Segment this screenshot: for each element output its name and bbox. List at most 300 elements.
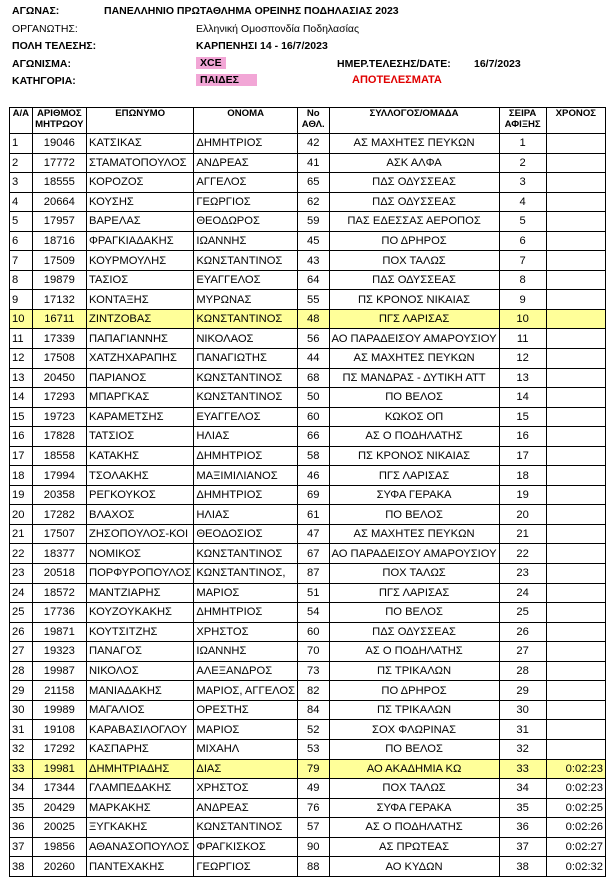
row-eponymo: ΤΑΤΣΙΟΣ: [87, 427, 194, 447]
row-mitroou: 17339: [32, 329, 86, 349]
row-aa: 8: [10, 270, 33, 290]
row-syllogos: ΑΣ Ο ΠΟΔΗΛΑΤΗΣ: [329, 642, 499, 662]
row-eponymo: ΣΤΑΜΑΤΟΠΟΥΛΟΣ: [87, 153, 194, 173]
row-seira: 9: [499, 290, 546, 310]
row-xronos: [546, 622, 605, 642]
row-syllogos: ΠΣ ΤΡΙΚΑΛΩΝ: [329, 700, 499, 720]
row-mitroou: 16711: [32, 309, 86, 329]
row-aa: 21: [10, 524, 33, 544]
row-seira: 24: [499, 583, 546, 603]
row-onoma: ΕΥΑΓΓΕΛΟΣ: [194, 270, 298, 290]
row-seira: 27: [499, 642, 546, 662]
row-xronos: [546, 564, 605, 584]
row-onoma: ΓΕΩΡΓΙΟΣ: [194, 857, 298, 877]
table-row: [10, 603, 606, 623]
row-xronos: [546, 368, 605, 388]
row-no: 73: [298, 661, 330, 681]
row-aa: 15: [10, 407, 33, 427]
row-onoma: ΧΡΗΣΤΟΣ: [194, 622, 298, 642]
row-syllogos: ΑΟ ΠΑΡΑΔΕΙΣΟΥ ΑΜΑΡΟΥΣΙΟΥ: [329, 544, 499, 564]
row-eponymo: ΜΑΓΑΛΙΟΣ: [87, 700, 194, 720]
row-aa: 28: [10, 661, 33, 681]
row-aa: 22: [10, 544, 33, 564]
row-eponymo: ΚΑΤΑΚΗΣ: [87, 446, 194, 466]
row-aa: 10: [10, 309, 33, 329]
table-row: [10, 309, 606, 329]
row-onoma: ΘΕΟΔΟΣΙΟΣ: [194, 524, 298, 544]
row-eponymo: ΜΑΝΤΖΙΑΡΗΣ: [87, 583, 194, 603]
row-syllogos: ΑΣ ΜΑΧΗΤΕΣ ΠΕΥΚΩΝ: [329, 349, 499, 369]
row-xronos: [546, 251, 605, 271]
poli-label: ΠΟΛΗ ΤΕΛΕΣΗΣ:: [12, 40, 97, 52]
row-mitroou: 17282: [32, 505, 86, 525]
row-mitroou: 19871: [32, 622, 86, 642]
row-seira: 33: [499, 759, 546, 779]
row-mitroou: 17994: [32, 466, 86, 486]
row-xronos: [546, 544, 605, 564]
table-row: [10, 134, 606, 154]
col-header-mitroou: ΑΡΙΘΜΟΣ ΜΗΤΡΩΟΥ: [32, 108, 86, 134]
row-mitroou: 17508: [32, 349, 86, 369]
row-onoma: ΙΩΑΝΝΗΣ: [194, 231, 298, 251]
row-aa: 19: [10, 485, 33, 505]
row-xronos: [546, 466, 605, 486]
row-seira: 11: [499, 329, 546, 349]
row-xronos: [546, 642, 605, 662]
table-row: [10, 759, 606, 779]
row-aa: 4: [10, 192, 33, 212]
row-syllogos: ΠΣ ΚΡΟΝΟΣ ΝΙΚΑΙΑΣ: [329, 290, 499, 310]
row-eponymo: ΜΑΡΚΑΚΗΣ: [87, 798, 194, 818]
row-eponymo: ΚΟΡΟΖΟΣ: [87, 173, 194, 193]
row-no: 59: [298, 212, 330, 232]
row-aa: 20: [10, 505, 33, 525]
row-eponymo: ΔΗΜΗΤΡΙΑΔΗΣ: [87, 759, 194, 779]
row-seira: 36: [499, 818, 546, 838]
row-eponymo: ΖΗΣΟΠΟΥΛΟΣ-ΚΟΙ: [87, 524, 194, 544]
row-xronos: [546, 153, 605, 173]
row-seira: 34: [499, 779, 546, 799]
row-eponymo: ΚΟΥΖΟΥΚΑΚΗΣ: [87, 603, 194, 623]
table-row: [10, 192, 606, 212]
row-aa: 9: [10, 290, 33, 310]
table-row: [10, 251, 606, 271]
row-xronos: 0:02:26: [546, 818, 605, 838]
row-no: 47: [298, 524, 330, 544]
agonisma-label: ΑΓΩΝΙΣΜΑ:: [12, 58, 71, 70]
row-xronos: [546, 388, 605, 408]
row-no: 67: [298, 544, 330, 564]
row-onoma: ΔΙΑΣ: [194, 759, 298, 779]
row-onoma: ΜΑΡΙΟΣ: [194, 583, 298, 603]
row-mitroou: 17293: [32, 388, 86, 408]
row-xronos: [546, 603, 605, 623]
row-no: 46: [298, 466, 330, 486]
row-syllogos: ΑΣ Ο ΠΟΔΗΛΑΤΗΣ: [329, 818, 499, 838]
row-no: 45: [298, 231, 330, 251]
col-header-xronos: ΧΡΟΝΟΣ: [546, 108, 605, 134]
row-onoma: ΔΗΜΗΤΡΙΟΣ: [194, 446, 298, 466]
table-row: [10, 153, 606, 173]
row-no: 90: [298, 837, 330, 857]
row-aa: 32: [10, 739, 33, 759]
row-mitroou: 17344: [32, 779, 86, 799]
row-mitroou: 18558: [32, 446, 86, 466]
row-eponymo: ΜΠΑΡΓΚΑΣ: [87, 388, 194, 408]
row-onoma: ΚΩΝΣΤΑΝΤΙΝΟΣ: [194, 309, 298, 329]
table-row: [10, 368, 606, 388]
row-no: 60: [298, 407, 330, 427]
row-syllogos: ΑΣΚ ΑΛΦΑ: [329, 153, 499, 173]
row-eponymo: ΚΑΡΑΒΑΣΙΛΟΓΛΟΥ: [87, 720, 194, 740]
table-row: [10, 837, 606, 857]
row-seira: 38: [499, 857, 546, 877]
row-onoma: ΜΑΡΙΟΣ, ΑΓΓΕΛΟΣ: [194, 681, 298, 701]
row-aa: 38: [10, 857, 33, 877]
row-eponymo: ΚΟΥΤΣΙΤΖΗΣ: [87, 622, 194, 642]
row-onoma: ΦΡΑΓΚΙΣΚΟΣ: [194, 837, 298, 857]
row-onoma: ΚΩΝΣΤΑΝΤΙΝΟΣ: [194, 388, 298, 408]
apotelesmata-title: ΑΠΟΤΕΛΕΣΜΑΤΑ: [352, 74, 442, 86]
row-syllogos: ΠΟ ΒΕΛΟΣ: [329, 603, 499, 623]
row-seira: 26: [499, 622, 546, 642]
row-xronos: [546, 485, 605, 505]
row-mitroou: 19981: [32, 759, 86, 779]
row-aa: 12: [10, 349, 33, 369]
row-syllogos: ΠΣ ΚΡΟΝΟΣ ΝΙΚΑΙΑΣ: [329, 446, 499, 466]
row-mitroou: 20260: [32, 857, 86, 877]
row-no: 52: [298, 720, 330, 740]
row-xronos: 0:02:32: [546, 857, 605, 877]
row-aa: 3: [10, 173, 33, 193]
row-aa: 17: [10, 446, 33, 466]
row-onoma: ΔΗΜΗΤΡΙΟΣ: [194, 134, 298, 154]
row-no: 66: [298, 427, 330, 447]
row-onoma: ΚΩΝΣΤΑΝΤΙΝΟΣ: [194, 251, 298, 271]
organotis-label: ΟΡΓΑΝΩΤΗΣ:: [12, 23, 78, 35]
table-row: [10, 446, 606, 466]
row-syllogos: ΑΟ ΑΚΑΔΗΜΙΑ ΚΩ: [329, 759, 499, 779]
row-eponymo: ΑΘΑΝΑΣΟΠΟΥΛΟΣ: [87, 837, 194, 857]
agonisma-value: [196, 57, 236, 69]
row-aa: 23: [10, 564, 33, 584]
row-xronos: [546, 524, 605, 544]
table-row: [10, 290, 606, 310]
row-eponymo: ΧΑΤΖΗΧΑΡΑΠΗΣ: [87, 349, 194, 369]
table-row: [10, 270, 606, 290]
row-eponymo: ΚΑΤΣΙΚΑΣ: [87, 134, 194, 154]
row-aa: 6: [10, 231, 33, 251]
table-row: [10, 524, 606, 544]
row-xronos: [546, 192, 605, 212]
row-syllogos: ΑΟ ΠΑΡΑΔΕΙΣΟΥ ΑΜΑΡΟΥΣΙΟΥ: [329, 329, 499, 349]
row-mitroou: 20518: [32, 564, 86, 584]
row-aa: 36: [10, 818, 33, 838]
row-no: 88: [298, 857, 330, 877]
row-aa: 2: [10, 153, 33, 173]
row-syllogos: ΠΟ ΒΕΛΟΣ: [329, 388, 499, 408]
row-eponymo: ΚΑΡΑΜΕΤΣΗΣ: [87, 407, 194, 427]
row-onoma: ΜΙΧΑΗΛ: [194, 739, 298, 759]
row-mitroou: 19723: [32, 407, 86, 427]
col-header-eponymo: ΕΠΩΝΥΜΟ: [87, 108, 194, 134]
row-onoma: ΘΕΟΔΩΡΟΣ: [194, 212, 298, 232]
row-onoma: ΚΩΝΣΤΑΝΤΙΝΟΣ,: [194, 564, 298, 584]
row-seira: 7: [499, 251, 546, 271]
row-eponymo: ΚΑΣΠΑΡΗΣ: [87, 739, 194, 759]
row-xronos: [546, 407, 605, 427]
row-no: 50: [298, 388, 330, 408]
row-syllogos: ΑΣ Ο ΠΟΔΗΛΑΤΗΣ: [329, 427, 499, 447]
table-row: [10, 661, 606, 681]
table-row: [10, 466, 606, 486]
row-no: 87: [298, 564, 330, 584]
row-onoma: ΑΛΕΞΑΝΔΡΟΣ: [194, 661, 298, 681]
row-seira: 35: [499, 798, 546, 818]
row-mitroou: 20664: [32, 192, 86, 212]
table-row: [10, 231, 606, 251]
poli-value: ΚΑΡΠΕΝΗΣΙ 14 - 16/7/2023: [196, 40, 328, 52]
row-eponymo: ΚΟΝΤΑΞΗΣ: [87, 290, 194, 310]
row-syllogos: ΠΟΧ ΤΑΛΩΣ: [329, 564, 499, 584]
row-xronos: [546, 309, 605, 329]
row-syllogos: ΑΟ ΚΥΔΩΝ: [329, 857, 499, 877]
row-mitroou: 20025: [32, 818, 86, 838]
row-no: 76: [298, 798, 330, 818]
row-no: 56: [298, 329, 330, 349]
table-row: [10, 212, 606, 232]
row-aa: 25: [10, 603, 33, 623]
row-xronos: [546, 446, 605, 466]
organotis-value: Ελληνική Ομοσπονδία Ποδηλασίας: [196, 23, 360, 35]
row-mitroou: 17957: [32, 212, 86, 232]
katigoria-value-text: ΠΑΙΔΕΣ: [196, 74, 257, 86]
row-onoma: ΚΩΝΣΤΑΝΤΙΝΟΣ: [194, 818, 298, 838]
table-row: [10, 388, 606, 408]
row-eponymo: ΖΙΝΤΖΟΒΑΣ: [87, 309, 194, 329]
row-syllogos: ΠΔΣ ΟΔΥΣΣΕΑΣ: [329, 192, 499, 212]
row-eponymo: ΠΑΡΙΑΝΟΣ: [87, 368, 194, 388]
col-header-no: No ΑΘΛ.: [298, 108, 330, 134]
row-no: 57: [298, 818, 330, 838]
row-mitroou: 20450: [32, 368, 86, 388]
row-mitroou: 18555: [32, 173, 86, 193]
table-row: [10, 798, 606, 818]
table-row: [10, 642, 606, 662]
row-xronos: [546, 583, 605, 603]
row-aa: 26: [10, 622, 33, 642]
row-syllogos: ΠΟΧ ΤΑΛΩΣ: [329, 251, 499, 271]
row-xronos: [546, 720, 605, 740]
row-xronos: [546, 681, 605, 701]
katigoria-label: ΚΑΤΗΓΟΡΙΑ:: [12, 75, 76, 87]
row-no: 84: [298, 700, 330, 720]
row-mitroou: 17509: [32, 251, 86, 271]
row-onoma: ΚΩΝΣΤΑΝΤΙΝΟΣ: [194, 544, 298, 564]
table-row: [10, 739, 606, 759]
row-mitroou: 21158: [32, 681, 86, 701]
row-seira: 17: [499, 446, 546, 466]
row-mitroou: 17772: [32, 153, 86, 173]
row-syllogos: ΠΟ ΒΕΛΟΣ: [329, 505, 499, 525]
agonisma-value-text: XCE: [196, 57, 226, 69]
row-aa: 5: [10, 212, 33, 232]
row-syllogos: ΠΔΣ ΟΔΥΣΣΕΑΣ: [329, 622, 499, 642]
col-header-aa: Α/Α: [10, 108, 33, 134]
row-xronos: [546, 212, 605, 232]
row-eponymo: ΝΙΚΟΛΟΣ: [87, 661, 194, 681]
row-syllogos: ΑΣ ΜΑΧΗΤΕΣ ΠΕΥΚΩΝ: [329, 524, 499, 544]
row-xronos: [546, 270, 605, 290]
row-seira: 28: [499, 661, 546, 681]
row-mitroou: 18572: [32, 583, 86, 603]
row-syllogos: ΠΟ ΔΡΗΡΟΣ: [329, 231, 499, 251]
row-onoma: ΙΩΑΝΝΗΣ: [194, 642, 298, 662]
row-no: 41: [298, 153, 330, 173]
row-syllogos: ΠΓΣ ΛΑΡΙΣΑΣ: [329, 583, 499, 603]
row-seira: 5: [499, 212, 546, 232]
row-aa: 31: [10, 720, 33, 740]
row-eponymo: ΝΟΜΙΚΟΣ: [87, 544, 194, 564]
row-syllogos: ΣΟΧ ΦΛΩΡΙΝΑΣ: [329, 720, 499, 740]
row-mitroou: 17132: [32, 290, 86, 310]
row-onoma: ΜΑΞΙΜΙΛΙΑΝΟΣ: [194, 466, 298, 486]
row-syllogos: ΠΟΧ ΤΑΛΩΣ: [329, 779, 499, 799]
row-syllogos: ΠΔΣ ΟΔΥΣΣΕΑΣ: [329, 173, 499, 193]
row-seira: 20: [499, 505, 546, 525]
row-xronos: [546, 427, 605, 447]
row-seira: 3: [499, 173, 546, 193]
row-seira: 13: [499, 368, 546, 388]
row-seira: 30: [499, 700, 546, 720]
row-seira: 31: [499, 720, 546, 740]
table-row: [10, 818, 606, 838]
row-eponymo: ΒΛΑΧΟΣ: [87, 505, 194, 525]
row-aa: 18: [10, 466, 33, 486]
row-no: 65: [298, 173, 330, 193]
row-onoma: ΝΙΚΟΛΑΟΣ: [194, 329, 298, 349]
row-onoma: ΗΛΙΑΣ: [194, 505, 298, 525]
row-mitroou: 18716: [32, 231, 86, 251]
row-no: 69: [298, 485, 330, 505]
row-aa: 16: [10, 427, 33, 447]
row-seira: 23: [499, 564, 546, 584]
row-eponymo: ΦΡΑΓΚΙΑΔΑΚΗΣ: [87, 231, 194, 251]
row-onoma: ΟΡΕΣΤΗΣ: [194, 700, 298, 720]
row-syllogos: ΠΟ ΒΕΛΟΣ: [329, 739, 499, 759]
row-aa: 29: [10, 681, 33, 701]
row-eponymo: ΡΕΓΚΟΥΚΟΣ: [87, 485, 194, 505]
row-mitroou: 19046: [32, 134, 86, 154]
row-aa: 13: [10, 368, 33, 388]
row-mitroou: 19989: [32, 700, 86, 720]
row-syllogos: ΠΣ ΤΡΙΚΑΛΩΝ: [329, 661, 499, 681]
row-mitroou: 19323: [32, 642, 86, 662]
row-no: 70: [298, 642, 330, 662]
agonas-label: ΑΓΩΝΑΣ:: [12, 5, 60, 17]
row-aa: 1: [10, 134, 33, 154]
row-syllogos: ΠΑΣ ΕΔΕΣΣΑΣ ΑΕΡΟΠΟΣ: [329, 212, 499, 232]
row-onoma: ΠΑΝΑΓΙΩΤΗΣ: [194, 349, 298, 369]
row-syllogos: ΠΟ ΔΡΗΡΟΣ: [329, 681, 499, 701]
row-eponymo: ΠΟΡΦΥΡΟΠΟΥΛΟΣ: [87, 564, 194, 584]
row-xronos: [546, 290, 605, 310]
row-syllogos: ΠΣ ΜΑΝΔΡΑΣ - ΔΥΤΙΚΗ ΑΤΤ: [329, 368, 499, 388]
row-seira: 12: [499, 349, 546, 369]
table-row: [10, 173, 606, 193]
row-eponymo: ΜΑΝΙΑΔΑΚΗΣ: [87, 681, 194, 701]
row-mitroou: 20358: [32, 485, 86, 505]
row-no: 53: [298, 739, 330, 759]
table-row: [10, 622, 606, 642]
row-eponymo: ΠΑΝΑΓΟΣ: [87, 642, 194, 662]
row-mitroou: 17736: [32, 603, 86, 623]
row-mitroou: 17507: [32, 524, 86, 544]
row-aa: 27: [10, 642, 33, 662]
table-row: [10, 485, 606, 505]
row-seira: 1: [499, 134, 546, 154]
table-row: [10, 544, 606, 564]
row-syllogos: ΠΔΣ ΟΔΥΣΣΕΑΣ: [329, 270, 499, 290]
row-onoma: ΔΗΜΗΤΡΙΟΣ: [194, 485, 298, 505]
row-no: 49: [298, 779, 330, 799]
row-mitroou: 18377: [32, 544, 86, 564]
row-aa: 14: [10, 388, 33, 408]
row-no: 58: [298, 446, 330, 466]
row-aa: 34: [10, 779, 33, 799]
row-eponymo: ΚΟΥΣΗΣ: [87, 192, 194, 212]
row-no: 55: [298, 290, 330, 310]
row-aa: 37: [10, 837, 33, 857]
row-seira: 2: [499, 153, 546, 173]
row-onoma: ΕΥΑΓΓΕΛΟΣ: [194, 407, 298, 427]
row-onoma: ΜΥΡΩΝΑΣ: [194, 290, 298, 310]
row-onoma: ΗΛΙΑΣ: [194, 427, 298, 447]
row-no: 44: [298, 349, 330, 369]
col-header-onoma: ΟΝΟΜΑ: [194, 108, 298, 134]
row-xronos: [546, 661, 605, 681]
results-table: [9, 107, 606, 877]
row-aa: 24: [10, 583, 33, 603]
row-seira: 21: [499, 524, 546, 544]
row-syllogos: ΠΓΣ ΛΑΡΙΣΑΣ: [329, 466, 499, 486]
row-seira: 15: [499, 407, 546, 427]
row-onoma: ΧΡΗΣΤΟΣ: [194, 779, 298, 799]
results-body: [10, 134, 606, 877]
row-eponymo: ΤΑΣΙΟΣ: [87, 270, 194, 290]
row-eponymo: ΠΑΠΑΓΙΑΝΝΗΣ: [87, 329, 194, 349]
table-row: [10, 349, 606, 369]
row-no: 82: [298, 681, 330, 701]
row-onoma: ΜΑΡΙΟΣ: [194, 720, 298, 740]
row-seira: 10: [499, 309, 546, 329]
row-seira: 32: [499, 739, 546, 759]
row-no: 54: [298, 603, 330, 623]
table-row: [10, 407, 606, 427]
row-eponymo: ΤΣΟΛΑΚΗΣ: [87, 466, 194, 486]
row-seira: 4: [499, 192, 546, 212]
row-xronos: [546, 349, 605, 369]
row-xronos: [546, 739, 605, 759]
row-no: 64: [298, 270, 330, 290]
row-xronos: [546, 505, 605, 525]
row-mitroou: 20429: [32, 798, 86, 818]
row-xronos: 0:02:23: [546, 759, 605, 779]
row-syllogos: ΑΣ ΜΑΧΗΤΕΣ ΠΕΥΚΩΝ: [329, 134, 499, 154]
table-row: [10, 505, 606, 525]
row-syllogos: ΣΥΦΑ ΓΕΡΑΚΑ: [329, 485, 499, 505]
row-no: 61: [298, 505, 330, 525]
